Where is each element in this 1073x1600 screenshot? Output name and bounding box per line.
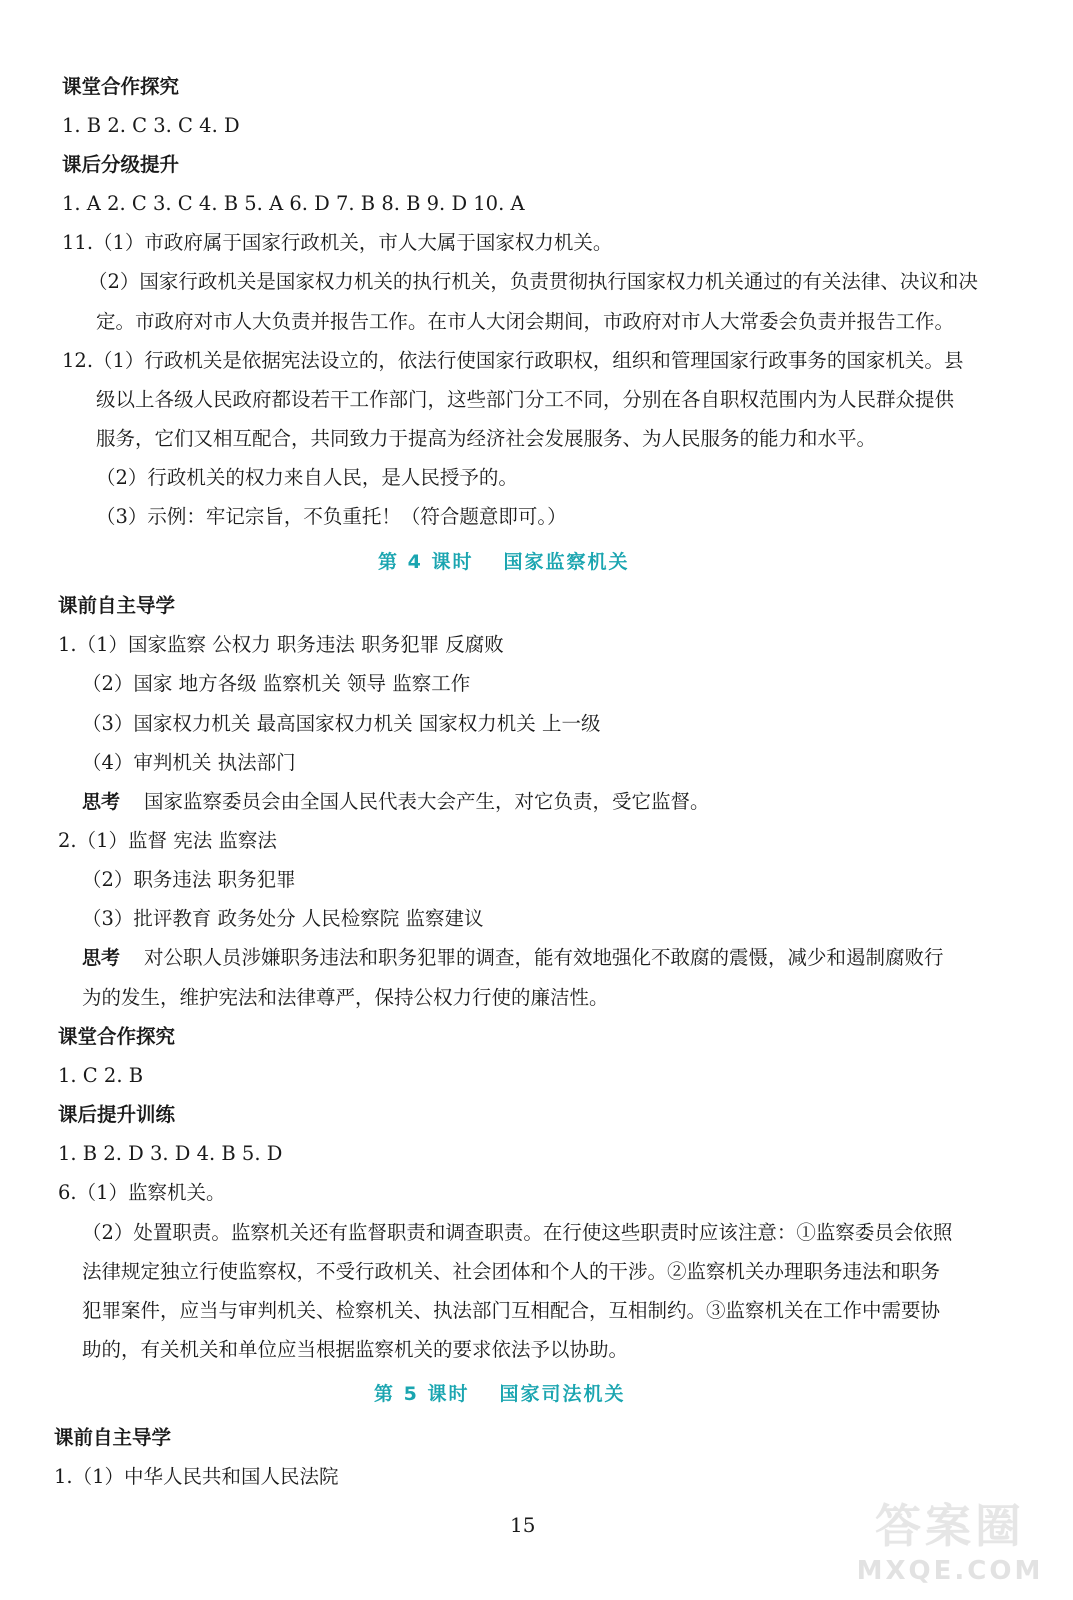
answer-line: 1.（1）国家监察 公权力 职务违法 职务犯罪 反腐败 (58, 633, 504, 656)
answer-line: 级以上各级人民政府都设若干工作部门，这些部门分工不同，分别在各自职权范围内为人民群众提供 (96, 388, 955, 411)
answer-line: （2）国家 地方各级 监察机关 领导 监察工作 (82, 672, 471, 695)
answer-line: 1. B 2. D 3. D 4. B 5. D (58, 1142, 283, 1165)
answer-line: 1.（1）中华人民共和国人民法院 (54, 1465, 339, 1488)
watermark-logo (845, 1498, 1055, 1590)
lesson-name: 国家司法机关 (499, 1383, 626, 1405)
watermark-url: MXQE.COM (856, 1556, 1044, 1586)
think-answer: 国家监察委员会由全国人民代表大会产生，对它负责，受它监督。 (144, 790, 710, 813)
answer-line: （2）职务违法 职务犯罪 (82, 868, 296, 891)
answer-line: （4）审判机关 执法部门 (82, 751, 296, 774)
answer-line: 1. A 2. C 3. C 4. B 5. A 6. D 7. B 8. B 9. D 10. A (62, 192, 525, 215)
lesson-number: 第 4 课时 (378, 551, 474, 573)
answer-line: 定。市政府对市人大负责并报告工作。在市人大闭会期间，市政府对市人大常委会负责并报告工作。 (96, 310, 955, 333)
answer-line: 助的，有关机关和单位应当根据监察机关的要求依法予以协助。 (82, 1338, 629, 1361)
answer-line: （2）国家行政机关是国家权力机关的执行机关，负责贯彻执行国家权力机关通过的有关法律、决议和决 (88, 270, 978, 293)
answer-line: 法律规定独立行使监察权，不受行政机关、社会团体和个人的干涉。②监察机关办理职务违法和职务 (82, 1260, 941, 1283)
think-label: 思考 (82, 947, 121, 969)
think-label: 思考 (82, 791, 121, 813)
lesson-number: 第 5 课时 (374, 1383, 470, 1405)
answer-line: （2）行政机关的权力来自人民，是人民授予的。 (96, 466, 518, 489)
watermark-title: 答案圈 (875, 1499, 1025, 1553)
answer-line: 11.（1）市政府属于国家行政机关，市人大属于国家权力机关。 (62, 231, 613, 254)
page-number: 15 (510, 1513, 536, 1537)
answer-line: （3）批评教育 政务处分 人民检察院 监察建议 (82, 907, 484, 930)
answer-line: 服务，它们又相互配合，共同致力于提高为经济社会发展服务、为人民服务的能力和水平。 (96, 427, 877, 450)
answer-line: 2.（1）监督 宪法 监察法 (58, 829, 277, 852)
section-heading: 课前自主导学 (58, 594, 176, 617)
answer-line: 为的发生，维护宪法和法律尊严，保持公权力行使的廉洁性。 (82, 986, 609, 1009)
section-heading: 课堂合作探究 (62, 75, 180, 98)
answer-line: （2）处置职责。监察机关还有监督职责和调查职责。在行使这些职责时应该注意：①监察委员会依照 (82, 1221, 953, 1244)
section-heading: 课后分级提升 (62, 153, 180, 176)
lesson-title-5 (374, 1379, 625, 1409)
lesson-title-4 (378, 547, 629, 577)
lesson-name: 国家监察机关 (503, 551, 630, 573)
section-heading: 课后提升训练 (58, 1103, 176, 1126)
section-heading: 课前自主导学 (54, 1426, 172, 1449)
answer-line: 1. B 2. C 3. C 4. D (62, 114, 240, 137)
answer-line: 6.（1）监察机关。 (58, 1181, 226, 1204)
section-heading: 课堂合作探究 (58, 1025, 176, 1048)
answer-line: （3）示例：牢记宗旨，不负重托！（符合题意即可。） (96, 505, 567, 528)
answer-line: （3）国家权力机关 最高国家权力机关 国家权力机关 上一级 (82, 712, 601, 735)
answer-line: 1. C 2. B (58, 1064, 144, 1087)
answer-line: 犯罪案件，应当与审判机关、检察机关、执法部门互相配合，互相制约。③监察机关在工作中需要协 (82, 1299, 941, 1322)
think-answer: 对公职人员涉嫌职务违法和职务犯罪的调查，能有效地强化不敢腐的震慑，减少和遏制腐败行 (144, 946, 944, 969)
answer-line: 12.（1）行政机关是依据宪法设立的，依法行使国家行政职权，组织和管理国家行政事务的国家机关。县 (62, 349, 964, 372)
